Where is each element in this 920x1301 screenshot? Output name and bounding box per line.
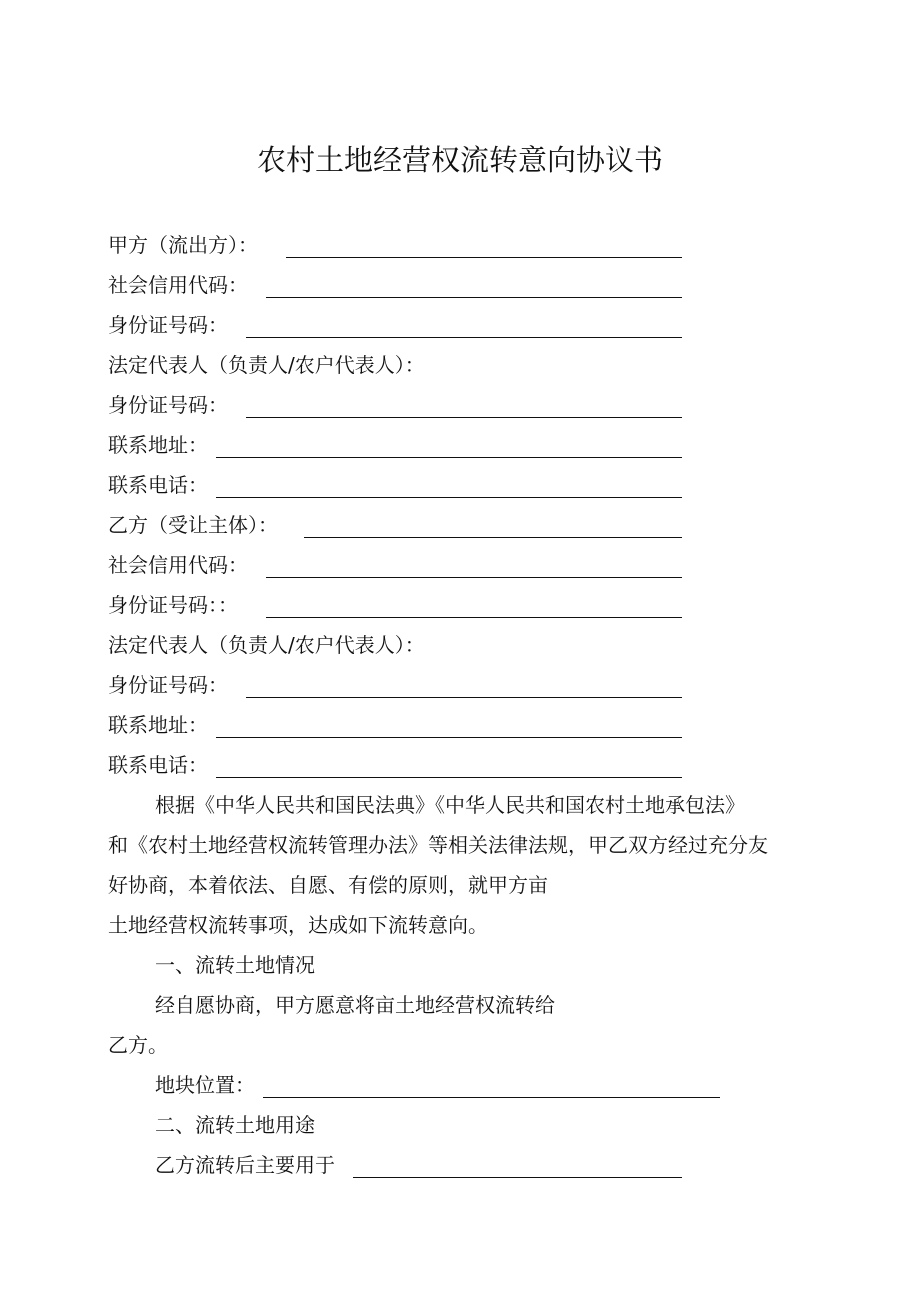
party-a-phone-label: 联系电话： <box>108 473 208 497</box>
party-a-credit-code-blank[interactable] <box>266 297 682 298</box>
party-b-name-blank[interactable] <box>304 537 682 538</box>
usage-blank[interactable] <box>353 1177 682 1178</box>
party-a-id-row <box>108 305 228 345</box>
usage-row <box>155 1145 335 1185</box>
party-a-rep-id-label: 身份证号码： <box>108 393 228 417</box>
section-1-heading: 一、流转土地情况 <box>155 953 315 977</box>
party-b-id-blank[interactable] <box>266 617 682 618</box>
location-blank[interactable] <box>263 1097 720 1098</box>
party-a-id-blank[interactable] <box>246 337 682 338</box>
location-label: 地块位置： <box>155 1073 255 1097</box>
party-a-rep-row <box>108 345 425 385</box>
location-row <box>155 1065 255 1105</box>
party-b-credit-code-blank[interactable] <box>266 577 682 578</box>
preamble-line-4: 土地经营权流转事项，达成如下流转意向。 <box>108 913 488 937</box>
preamble-line-1: 根据《中华人民共和国民法典》《中华人民共和国农村土地承包法》 <box>155 793 745 817</box>
party-b-phone-blank[interactable] <box>216 777 682 778</box>
party-b-id-label: 身份证号码：： <box>108 593 238 617</box>
party-a-rep-id-blank[interactable] <box>246 417 682 418</box>
section-2-heading: 二、流转土地用途 <box>155 1113 315 1137</box>
party-b-address-row <box>108 705 208 745</box>
party-b-phone-label: 联系电话： <box>108 753 208 777</box>
party-b-id-row <box>108 585 238 625</box>
document-title: 农村土地经营权流转意向协议书 <box>256 143 663 177</box>
party-a-address-blank[interactable] <box>216 457 682 458</box>
party-a-name-blank[interactable] <box>286 257 682 258</box>
party-a-phone-row <box>108 465 208 505</box>
party-a-id-label: 身份证号码： <box>108 313 228 337</box>
preamble-line-2: 和《农村土地经营权流转管理办法》等相关法律法规，甲乙双方经过充分友 <box>108 833 768 857</box>
party-a-credit-code-label: 社会信用代码： <box>108 273 248 297</box>
party-b-credit-code-row <box>108 545 248 585</box>
party-a-phone-blank[interactable] <box>216 497 682 498</box>
party-b-phone-row <box>108 745 208 785</box>
party-b-rep-label: 法定代表人（负责人/农户代表人）： <box>108 633 425 657</box>
party-b-rep-id-blank[interactable] <box>246 697 682 698</box>
party-a-address-row <box>108 425 208 465</box>
preamble-line-3: 好协商，本着依法、自愿、有偿的原则，就甲方亩 <box>108 873 548 897</box>
section-1-line-1: 经自愿协商，甲方愿意将亩土地经营权流转给 <box>155 993 555 1017</box>
party-a-name-row <box>108 225 258 265</box>
party-b-rep-id-row <box>108 665 228 705</box>
party-a-name-label: 甲方（流出方）： <box>108 233 258 257</box>
usage-label: 乙方流转后主要用于 <box>155 1153 335 1177</box>
party-b-address-blank[interactable] <box>216 737 682 738</box>
section-1-line-2: 乙方。 <box>108 1033 168 1057</box>
party-b-address-label: 联系地址： <box>108 713 208 737</box>
party-a-rep-id-row <box>108 385 228 425</box>
party-b-name-label: 乙方（受让主体）： <box>108 513 278 537</box>
party-a-address-label: 联系地址： <box>108 433 208 457</box>
party-b-rep-row <box>108 625 425 665</box>
party-a-credit-code-row <box>108 265 248 305</box>
party-b-name-row <box>108 505 278 545</box>
party-b-credit-code-label: 社会信用代码： <box>108 553 248 577</box>
party-b-rep-id-label: 身份证号码： <box>108 673 228 697</box>
party-a-rep-label: 法定代表人（负责人/农户代表人）： <box>108 353 425 377</box>
